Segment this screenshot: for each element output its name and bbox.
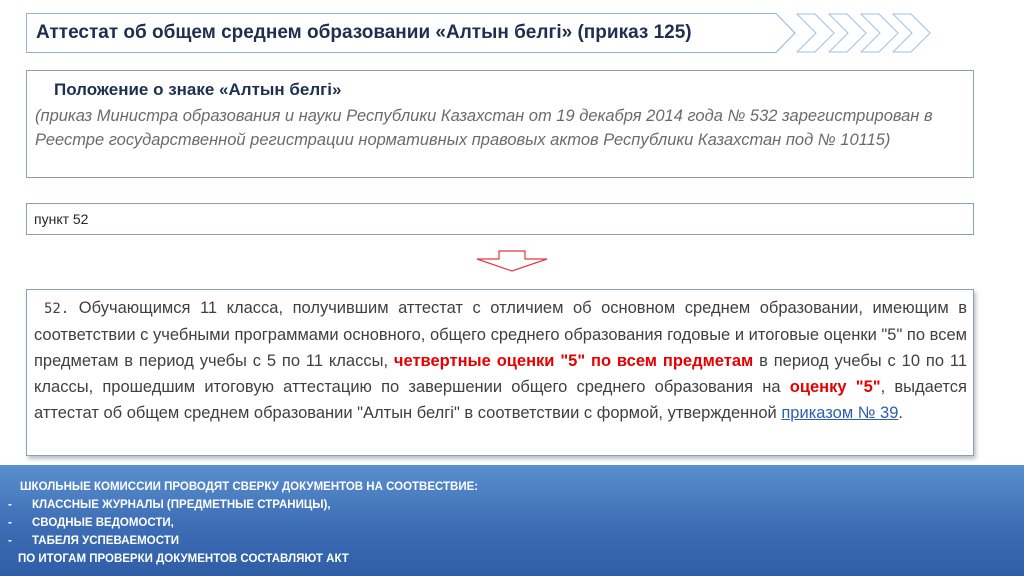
clause-text-box bbox=[26, 289, 974, 456]
bullet-dash: - bbox=[8, 535, 12, 547]
clause-text bbox=[34, 295, 967, 426]
highlight-quarter-grades: четвертные оценки "5" по всем предметам bbox=[393, 352, 754, 370]
bottom-item: КЛАССНЫЕ ЖУРНАЛЫ (ПРЕДМЕТНЫЕ СТРАНИЦЫ), bbox=[32, 499, 331, 511]
bullet-dash: - bbox=[8, 499, 12, 511]
bullet-dash: - bbox=[8, 517, 12, 529]
bottom-item: ТАБЕЛЯ УСПЕВАЕМОСТИ bbox=[32, 535, 180, 547]
chevron-arrows-icon bbox=[795, 13, 935, 53]
bottom-conclusion: ПО ИТОГАМ ПРОВЕРКИ ДОКУМЕНТОВ СОСТАВЛЯЮТ АКТ bbox=[18, 553, 349, 565]
highlight-grade: оценку "5" bbox=[789, 378, 881, 396]
order-link[interactable]: приказом № 39 bbox=[781, 404, 899, 422]
clause-text-part: в период учебы с 10 по 11 классы, прошедшим итоговую аттестацию по завершении общего среднего образования на bbox=[34, 352, 967, 396]
clause-text-part: . bbox=[898, 404, 903, 422]
clause-label: пункт 52 bbox=[34, 211, 89, 227]
page-title: Аттестат об общем среднем образовании «Алтын белгі» (приказ 125) bbox=[36, 22, 692, 43]
clause-box bbox=[26, 203, 974, 235]
bottom-item: СВОДНЫЕ ВЕДОМОСТИ, bbox=[32, 517, 174, 529]
regulation-subtitle: (приказ Министра образования и науки Республики Казахстан от 19 декабря 2014 года № 532 зарегистрирован в Реестре государственной регистрации нормативных правовых актов Республики Казахстан под № 10115) bbox=[35, 107, 933, 149]
clause-text-part: Обучающимся 11 класса, получившим аттестат с отличием об основном среднем образовании, имеющим в соответствии с учебными программами основного, общего среднего образования годовые и итоговые оценки "5" по всем предметам в период учебы с 5 по 11 классы, bbox=[34, 299, 967, 370]
bottom-banner bbox=[0, 465, 1024, 576]
bottom-heading: ШКОЛЬНЫЕ КОМИССИИ ПРОВОДЯТ СВЕРКУ ДОКУМЕНТОВ НА СООТВЕСТВИЕ: bbox=[20, 481, 479, 493]
regulation-box bbox=[26, 70, 974, 178]
clause-number: 52. bbox=[44, 301, 70, 317]
clause-text-part: , выдается аттестат об общем среднем образовании "Алтын белгі" в соответствии с формой, утвержденной bbox=[34, 378, 967, 422]
title-banner bbox=[26, 13, 796, 53]
regulation-title: Положение о знаке «Алтын белгі» bbox=[54, 80, 342, 99]
down-arrow-icon bbox=[475, 250, 549, 272]
